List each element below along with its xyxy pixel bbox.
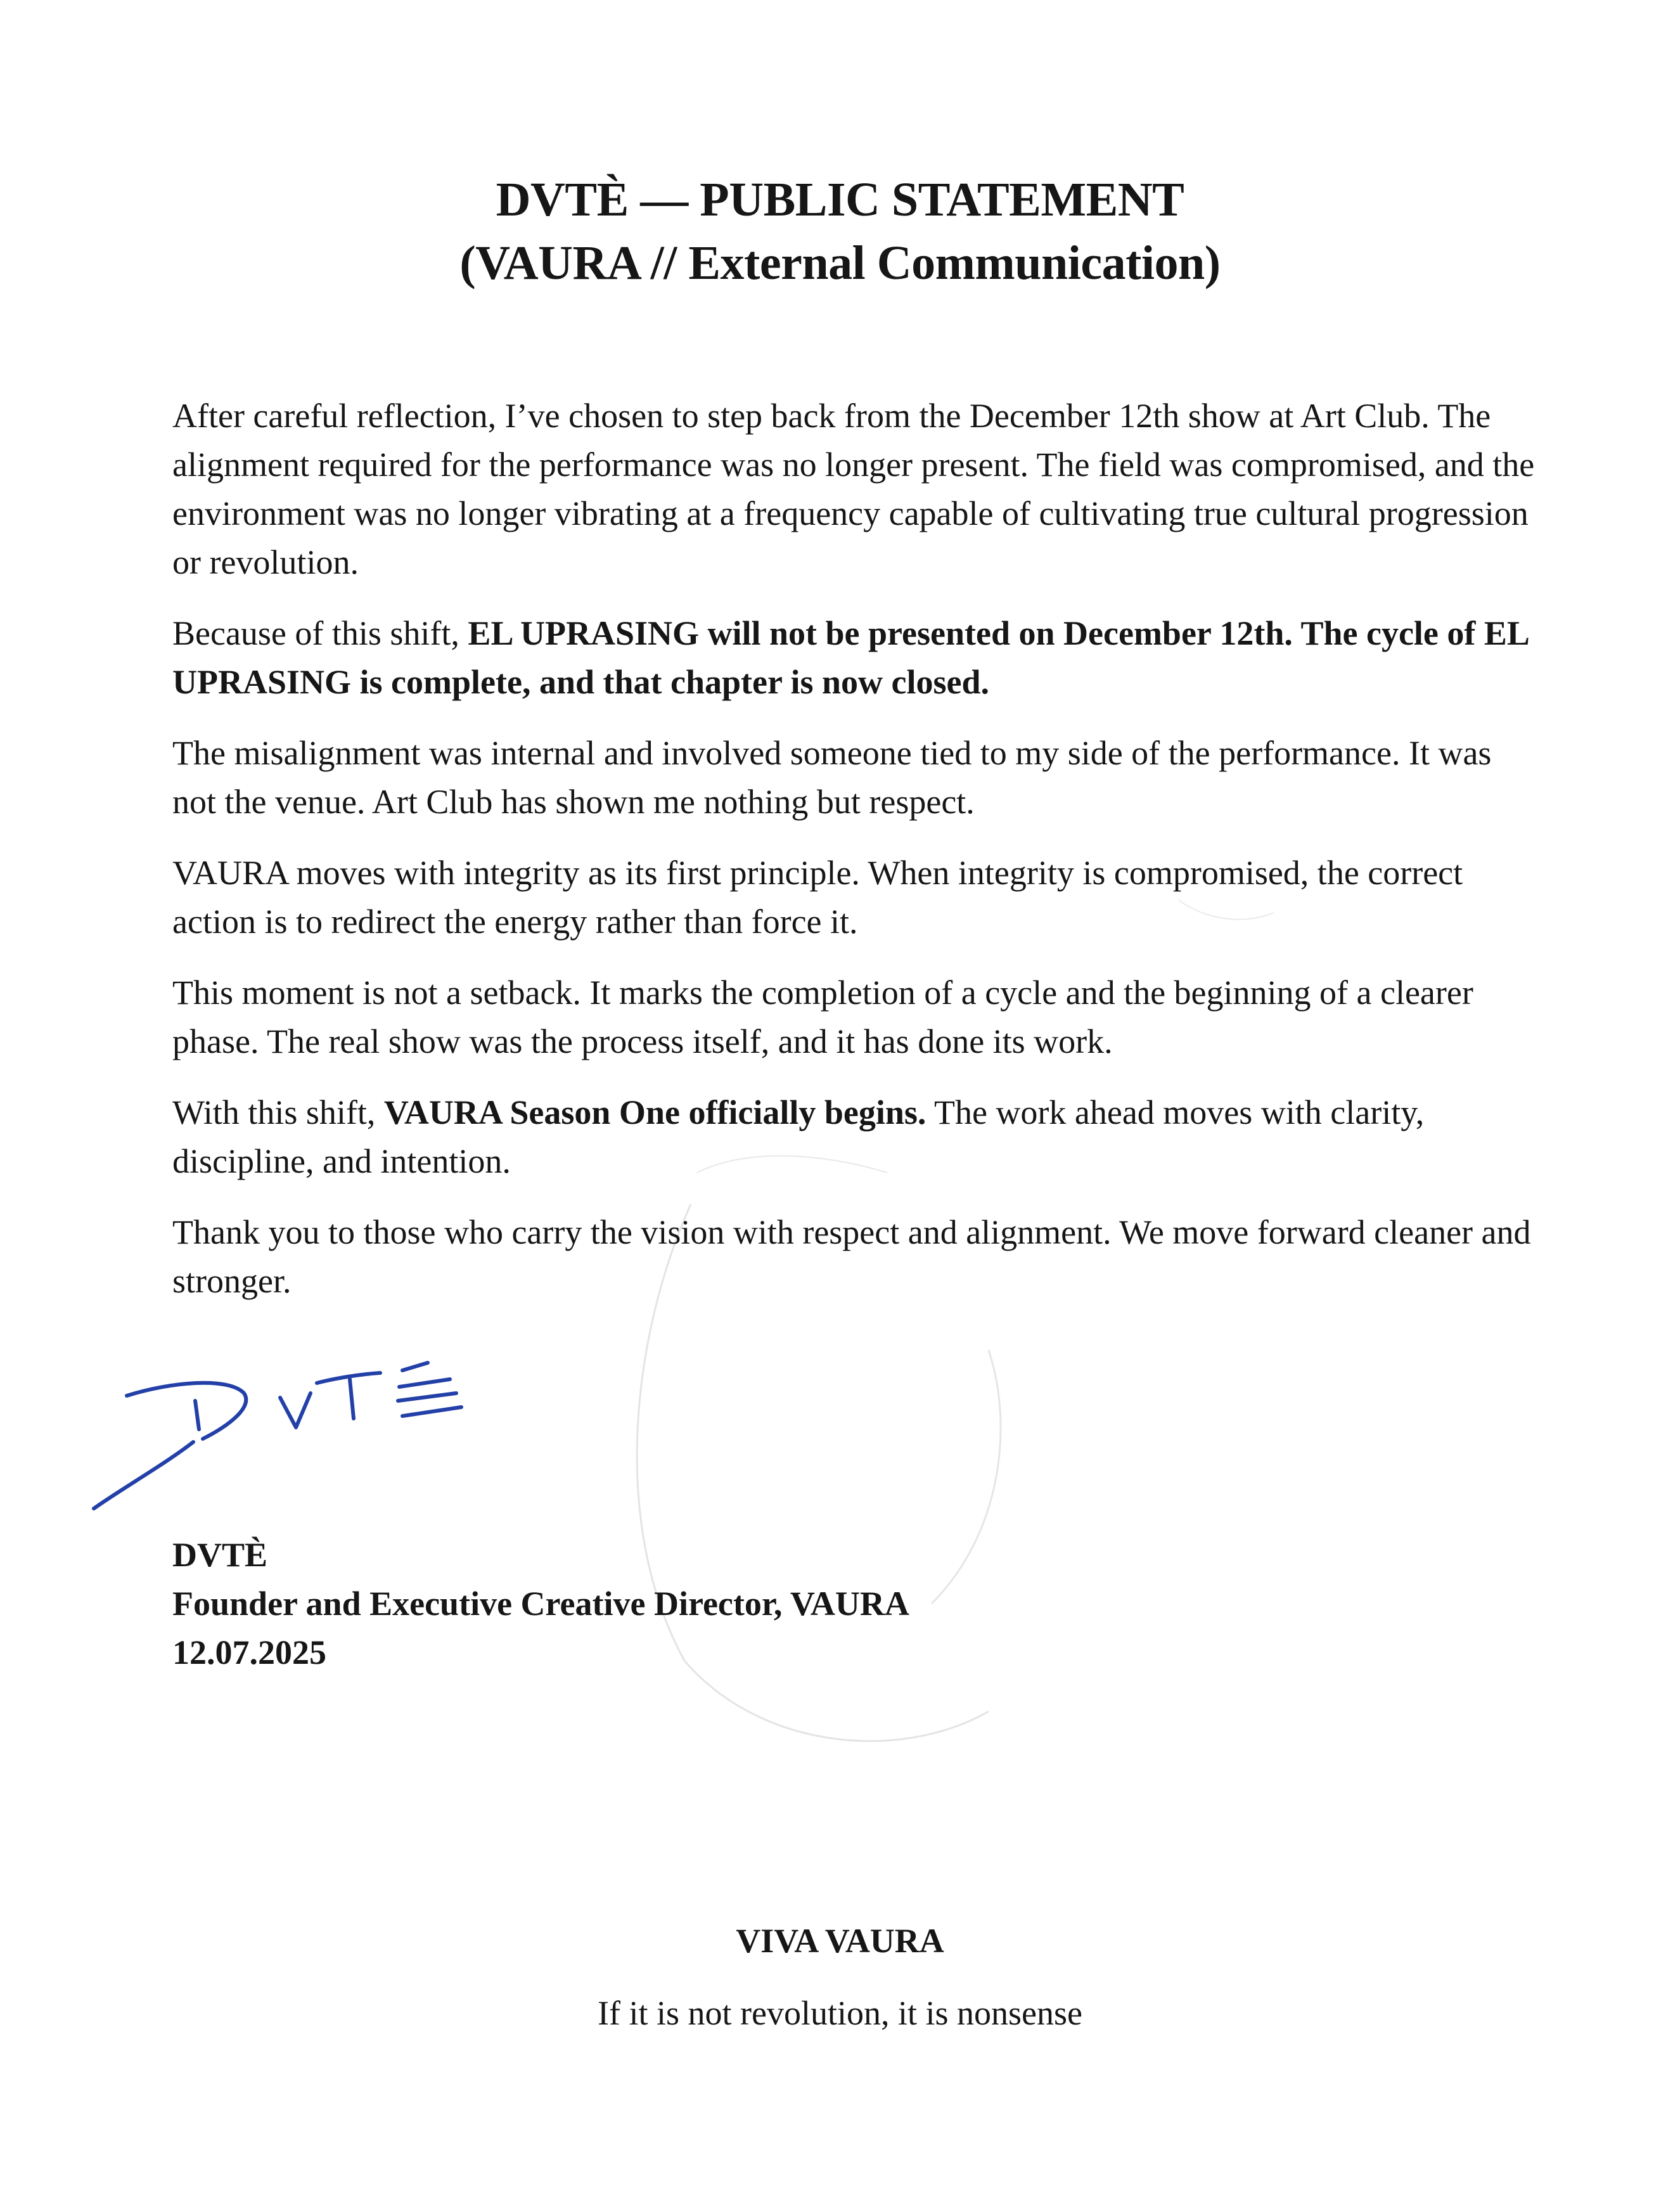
title-line-2: (VAURA // External Communication) bbox=[459, 236, 1221, 290]
paragraph-6-bold: VAURA Season One officially begins. bbox=[383, 1093, 927, 1131]
statement-body bbox=[172, 392, 1535, 1328]
signer-name: DVTÈ bbox=[172, 1536, 268, 1574]
statement-date: 12.07.2025 bbox=[172, 1633, 326, 1671]
paragraph-2-plain: Because of this shift, bbox=[172, 614, 468, 652]
footer-tagline: If it is not revolution, it is nonsense bbox=[598, 1994, 1082, 2032]
handwritten-signature bbox=[82, 1337, 488, 1528]
paragraph-5: This moment is not a setback. It marks the completion of a cycle and the beginning of a clearer phase. The real show was the process itself, and it has done its work. bbox=[172, 974, 1473, 1060]
paragraph-3: The misalignment was internal and involved someone tied to my side of the performance. It was not the venue. Art Club has shown me nothing but respect. bbox=[172, 734, 1492, 821]
paragraph-2 bbox=[172, 609, 1535, 707]
paragraph-7: Thank you to those who carry the vision with respect and alignment. We move forward cleaner and stronger. bbox=[172, 1213, 1531, 1300]
paragraph-2-bold: EL UPRASING will not be presented on December 12th. The cycle of EL UPRASING is complete, and that chapter is now closed. bbox=[172, 614, 1528, 701]
paragraph-4: VAURA moves with integrity as its first principle. When integrity is compromised, the correct action is to redirect the energy rather than force it. bbox=[172, 854, 1463, 941]
footer-motto: VIVA VAURA bbox=[736, 1922, 944, 1960]
paragraph-6-plain-start: With this shift, bbox=[172, 1093, 384, 1131]
paragraph-6-plain-end: The work ahead moves with clarity, discipline, and intention. bbox=[172, 1093, 1425, 1180]
signature-block bbox=[172, 1531, 909, 1677]
paragraph-1: After careful reflection, I’ve chosen to step back from the December 12th show at Art Club. The alignment required for the performance was no longer present. The field was compromised, and the environment was no longer vibrating at a frequency capable of cultivating true cultural progression or revolution. bbox=[172, 397, 1535, 581]
statement-title bbox=[0, 168, 1680, 295]
signer-role: Founder and Executive Creative Director, VAURA bbox=[172, 1585, 909, 1623]
title-line-1: DVTÈ — PUBLIC STATEMENT bbox=[496, 173, 1184, 226]
paragraph-6 bbox=[172, 1088, 1535, 1186]
